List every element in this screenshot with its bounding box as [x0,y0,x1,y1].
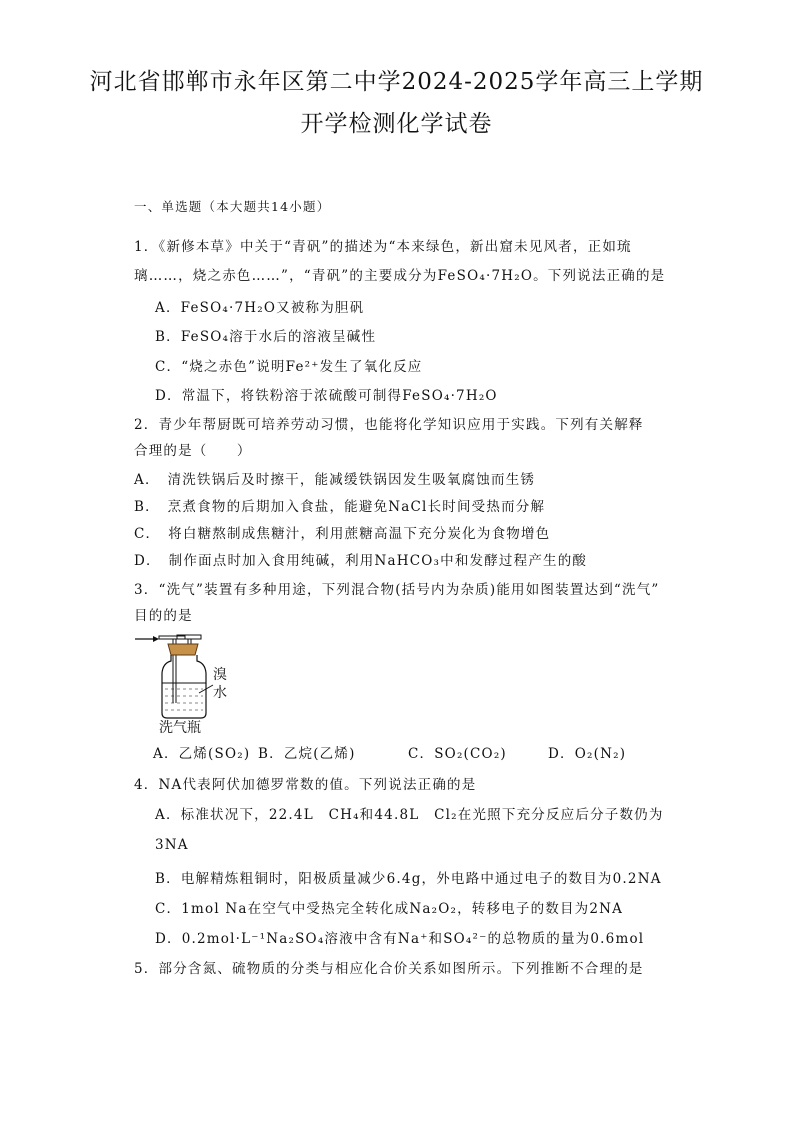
q3-stem-line1: 3．“洗气”装置有多种用途，下列混合物(括号内为杂质)能用如图装置达到“洗气” [134,582,660,598]
liquid-label-line2: 水 [213,685,227,701]
q4-option-c: C．1mol Na在空气中受热完全转化成Na₂O₂，转移电子的数目为2NA [155,901,624,917]
exam-title-line2: 开学检测化学试卷 [300,111,493,137]
q1-option-b: B．FeSO₄溶于水后的溶液呈碱性 [155,329,377,345]
q3-option-d: D．O₂(N₂) [548,746,627,762]
q4-option-a-line2: 3NA [155,837,189,853]
q1-stem-line1: 1．《新修本草》中关于“青矾”的描述为“本来绿色，新出窟未见风者，正如琉 [134,239,632,255]
q2-option-a: A． 清洗铁锅后及时擦干，能减缓铁锅因发生吸氧腐蚀而生锈 [134,472,536,488]
q4-option-d: D．0.2mol·L⁻¹Na₂SO₄溶液中含有Na⁺和SO₄²⁻的总物质的量为0.6mol [155,931,645,947]
liquid-label-line1: 溴 [213,667,227,683]
q1-stem-line2: 璃……，烧之赤色……”，“青矾”的主要成分为FeSO₄·7H₂O。下列说法正确的是 [134,268,666,284]
q1-option-c: C．“烧之赤色”说明Fe²⁺发生了氧化反应 [155,359,423,375]
q5-stem: 5．部分含氮、硫物质的分类与相应化合价关系如图所示。下列推断不合理的是 [134,961,644,977]
q1-option-d: D．常温下，将铁粉溶于浓硫酸可制得FeSO₄·7H₂O [155,388,498,404]
q2-option-c: C． 将白糖熬制成焦糖汁，利用蔗糖高温下充分炭化为食物增色 [134,526,551,542]
q3-option-a: A．乙烯(SO₂) [153,746,251,762]
q2-stem-line1: 2．青少年帮厨既可培养劳动习惯，也能将化学知识应用于实践。下列有关解释 [134,417,644,433]
gas-washing-bottle-diagram [133,631,243,736]
bottle-label: 洗气瓶 [159,720,201,736]
q4-option-b: B．电解精炼粗铜时，阳极质量减少6.4g，外电路中通过电子的数目为0.2NA [155,871,662,887]
q3-option-c: C．SO₂(CO₂) [408,746,507,762]
q3-option-b: B．乙烷(乙烯) [258,746,356,762]
q2-option-b: B． 烹煮食物的后期加入食盐，能避免NaCl长时间受热而分解 [134,499,546,515]
q4-stem: 4．NA代表阿伏加德罗常数的值。下列说法正确的是 [134,777,477,793]
section-heading: 一、单选题（本大题共14小题） [134,199,331,214]
q3-stem-line2: 目的的是 [134,608,193,624]
exam-title-line1: 河北省邯郸市永年区第二中学2024-2025学年高三上学期 [89,69,704,95]
q2-stem-line2: 合理的是（ ） [134,443,252,459]
q1-option-a: A．FeSO₄·7H₂O又被称为胆矾 [155,300,365,316]
q2-option-d: D． 制作面点时加入食用纯碱，利用NaHCO₃中和发酵过程产生的酸 [134,553,588,569]
q4-option-a-line1: A．标准状况下，22.4L CH₄和44.8L Cl₂在光照下充分反应后分子数仍为 [155,807,664,823]
